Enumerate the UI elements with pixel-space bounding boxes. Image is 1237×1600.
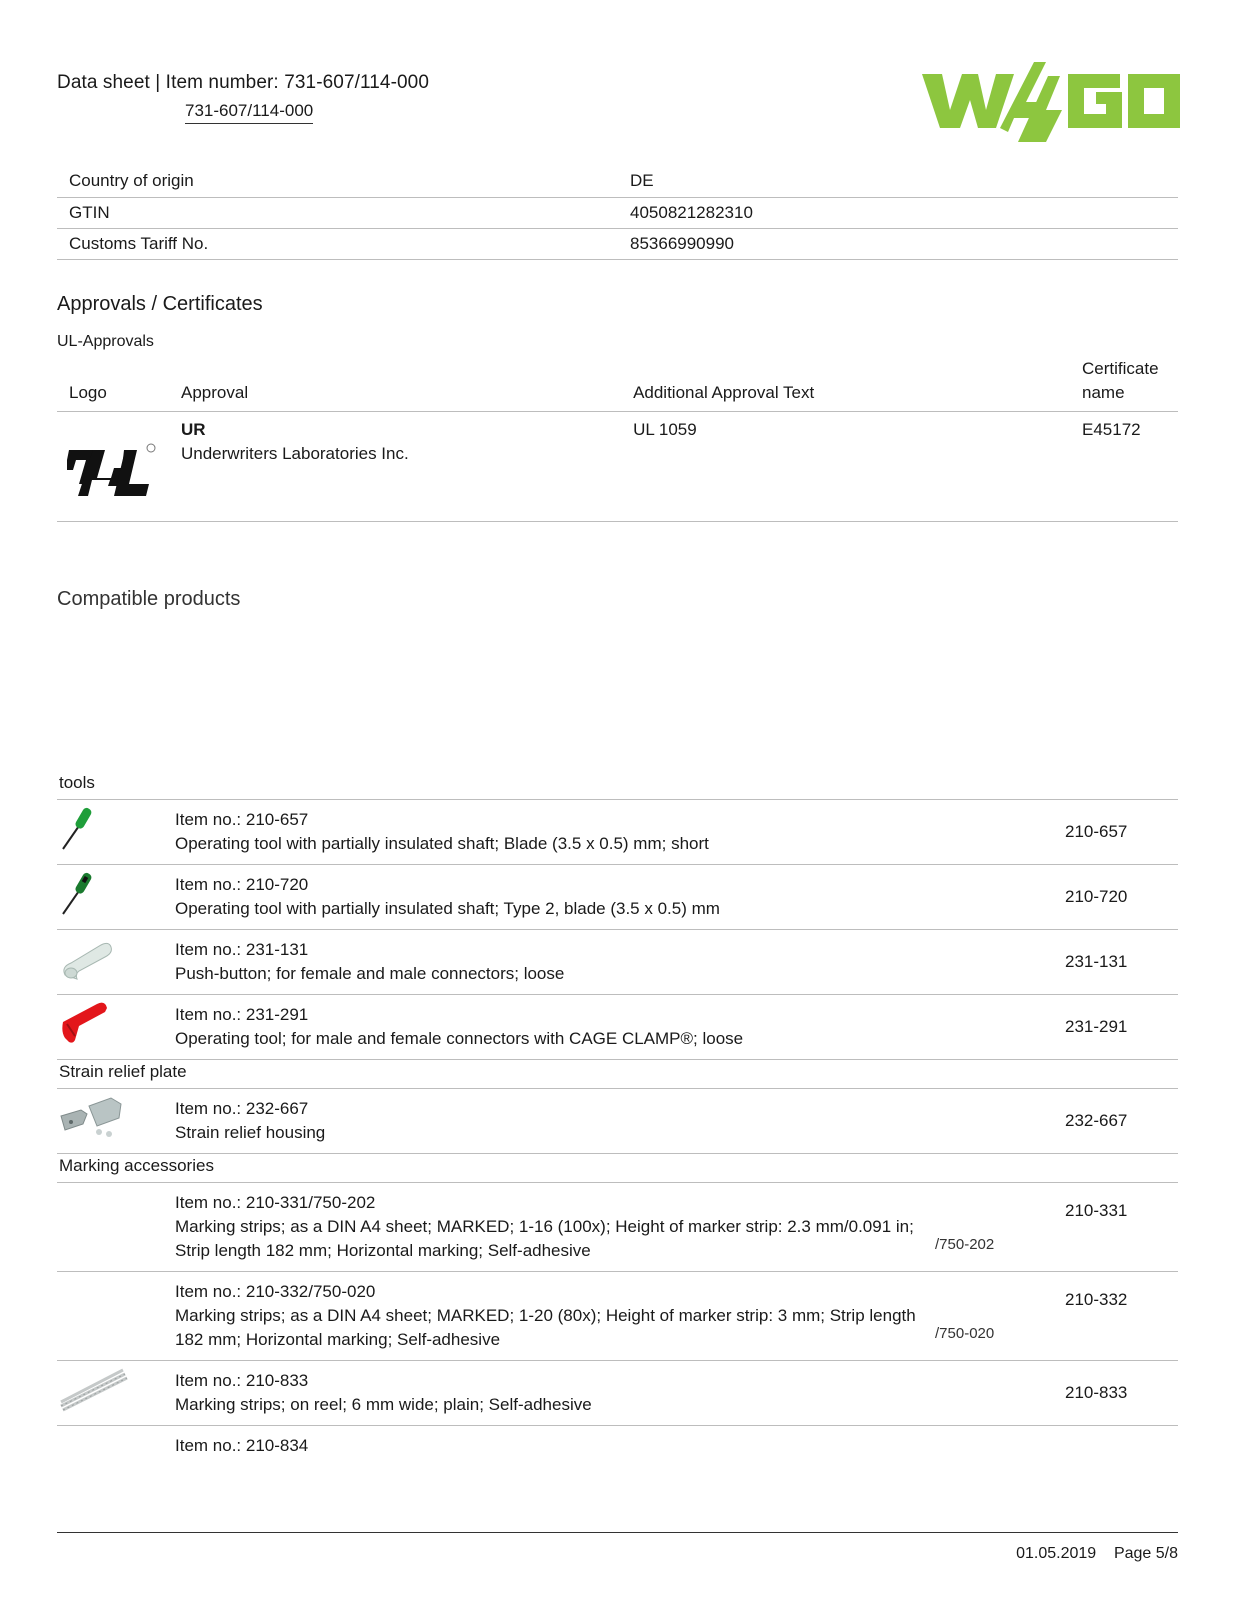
product-row[interactable] [57, 994, 1178, 1059]
product-thumb-cell [57, 1088, 175, 1153]
product-thumb-cell [57, 994, 175, 1059]
product-thumb-cell [57, 864, 175, 929]
product-variant [935, 994, 1065, 1059]
product-row[interactable] [57, 1425, 1178, 1469]
product-description-cell [175, 929, 935, 994]
strain-relief-icon [59, 1094, 123, 1140]
product-variant [935, 864, 1065, 929]
product-row[interactable] [57, 929, 1178, 994]
product-variant: /750-202 [935, 1182, 1065, 1271]
product-thumb-cell [57, 1360, 175, 1425]
product-item-number[interactable]: Item no.: 210-720 [175, 874, 309, 894]
item-number-link[interactable]: 731-607/114-000 [185, 101, 313, 124]
product-thumb-cell [57, 929, 175, 994]
certificate-name: E45172 [1070, 412, 1178, 522]
product-properties-table [57, 166, 1178, 260]
footer-divider [57, 1532, 1178, 1533]
product-variant [935, 1360, 1065, 1425]
property-row [57, 197, 1178, 228]
product-number-text[interactable]: 210-331 [1065, 1200, 1128, 1220]
ul-approvals-heading: UL-Approvals [57, 333, 154, 350]
additional-approval-text: UL 1059 [621, 412, 1070, 522]
product-description: Marking strips; on reel; 6 mm wide; plain; Self-adhesive [175, 1394, 592, 1414]
product-number[interactable] [1065, 1271, 1178, 1360]
screwdriver-icon [59, 805, 99, 851]
group-label: tools [57, 770, 1178, 799]
footer-page: Page 5/8 [1113, 1545, 1178, 1562]
product-item-number[interactable]: Item no.: 210-834 [175, 1435, 309, 1455]
product-variant [935, 1088, 1065, 1153]
product-number[interactable]: 231-131 [1065, 929, 1178, 994]
product-description-cell [175, 1088, 935, 1153]
col-header-logo: Logo [57, 357, 169, 412]
marking-strip-icon [59, 1366, 129, 1412]
property-key: Customs Tariff No. [57, 228, 618, 259]
product-row[interactable] [57, 1360, 1178, 1425]
approval-logo-cell [57, 412, 169, 522]
product-item-number[interactable]: Item no.: 210-657 [175, 809, 309, 829]
product-row[interactable] [57, 864, 1178, 929]
product-number-text[interactable]: 210-332 [1065, 1289, 1128, 1309]
property-value: 4050821282310 [618, 197, 1178, 228]
product-description: Strain relief housing [175, 1122, 326, 1142]
approval-cell [169, 412, 621, 522]
approvals-header-row [57, 357, 1178, 412]
product-description: Marking strips; as a DIN A4 sheet; MARKED; 1-16 (100x); Height of marker strip: 2.3 mm/0.091 in; Strip length 182 mm; Horizontal marking; Self-adhesive [175, 1216, 914, 1260]
product-row[interactable] [57, 1271, 1178, 1360]
group-row-tools [57, 770, 1178, 799]
approval-name: Underwriters Laboratories Inc. [181, 444, 409, 463]
property-row [57, 228, 1178, 259]
product-description: Operating tool with partially insulated shaft; Type 2, blade (3.5 x 0.5) mm [175, 898, 720, 918]
product-thumb-cell [57, 799, 175, 864]
col-header-additional-text: Additional Approval Text [621, 357, 1070, 412]
product-item-number[interactable]: Item no.: 210-332/750-020 [175, 1281, 376, 1301]
group-row-strain-relief [57, 1059, 1178, 1088]
ul-recognized-icon [67, 440, 157, 496]
product-item-number[interactable]: Item no.: 231-291 [175, 1004, 309, 1024]
wago-logo [922, 58, 1180, 144]
approval-code: UR [181, 420, 206, 439]
product-variant: /750-020 [935, 1271, 1065, 1360]
property-value: 85366990990 [618, 228, 1178, 259]
product-number[interactable] [1065, 1182, 1178, 1271]
product-item-number[interactable]: Item no.: 231-131 [175, 939, 309, 959]
product-thumb-cell [57, 1425, 175, 1469]
product-description-cell [175, 864, 935, 929]
product-description: Marking strips; as a DIN A4 sheet; MARKED; 1-20 (80x); Height of marker strip: 3 mm; Strip length 182 mm; Horizontal marking; Self-adhesive [175, 1305, 916, 1349]
col-header-approval: Approval [169, 357, 621, 412]
product-thumb-cell [57, 1271, 175, 1360]
product-description: Operating tool; for male and female connectors with CAGE CLAMP®; loose [175, 1028, 744, 1048]
product-item-number[interactable]: Item no.: 232-667 [175, 1098, 309, 1118]
product-number[interactable]: 210-720 [1065, 864, 1178, 929]
product-row[interactable] [57, 799, 1178, 864]
product-description-cell [175, 1182, 935, 1271]
product-number[interactable]: 232-667 [1065, 1088, 1178, 1153]
product-row[interactable] [57, 1088, 1178, 1153]
footer-date: 01.05.2019 [1016, 1545, 1097, 1562]
screwdriver-icon [59, 870, 99, 916]
compatible-products-table [57, 770, 1178, 1469]
product-thumb-cell [57, 1182, 175, 1271]
product-item-number[interactable]: Item no.: 210-833 [175, 1370, 309, 1390]
product-description-cell [175, 1360, 935, 1425]
approvals-table [57, 357, 1178, 522]
approval-row [57, 412, 1178, 522]
product-description-cell [175, 799, 935, 864]
product-description: Push-button; for female and male connectors; loose [175, 963, 565, 983]
product-description-cell [175, 994, 935, 1059]
product-number[interactable]: 231-291 [1065, 994, 1178, 1059]
product-description-cell [175, 1271, 935, 1360]
product-variant [935, 929, 1065, 994]
col-header-certificate: Certificate name [1070, 357, 1178, 412]
group-label: Strain relief plate [57, 1059, 1178, 1088]
page-title: Data sheet | Item number: 731-607/114-000 [57, 72, 430, 93]
product-variant [935, 1425, 1065, 1469]
product-description-cell [175, 1425, 935, 1469]
product-number[interactable]: 210-657 [1065, 799, 1178, 864]
product-item-number[interactable]: Item no.: 210-331/750-202 [175, 1192, 376, 1212]
property-key: Country of origin [57, 166, 618, 197]
property-key: GTIN [57, 197, 618, 228]
compatible-products-heading: Compatible products [57, 588, 241, 610]
footer [1016, 1545, 1178, 1563]
product-description: Operating tool with partially insulated shaft; Blade (3.5 x 0.5) mm; short [175, 833, 709, 853]
approvals-heading: Approvals / Certificates [57, 293, 263, 315]
group-row-marking [57, 1153, 1178, 1182]
product-row[interactable] [57, 1182, 1178, 1271]
product-number[interactable] [1065, 1425, 1178, 1469]
property-row [57, 166, 1178, 197]
product-variant [935, 799, 1065, 864]
push-button-icon [59, 935, 115, 981]
property-value: DE [618, 166, 1178, 197]
group-label: Marking accessories [57, 1153, 1178, 1182]
product-number[interactable]: 210-833 [1065, 1360, 1178, 1425]
operating-tool-icon [59, 1000, 115, 1046]
